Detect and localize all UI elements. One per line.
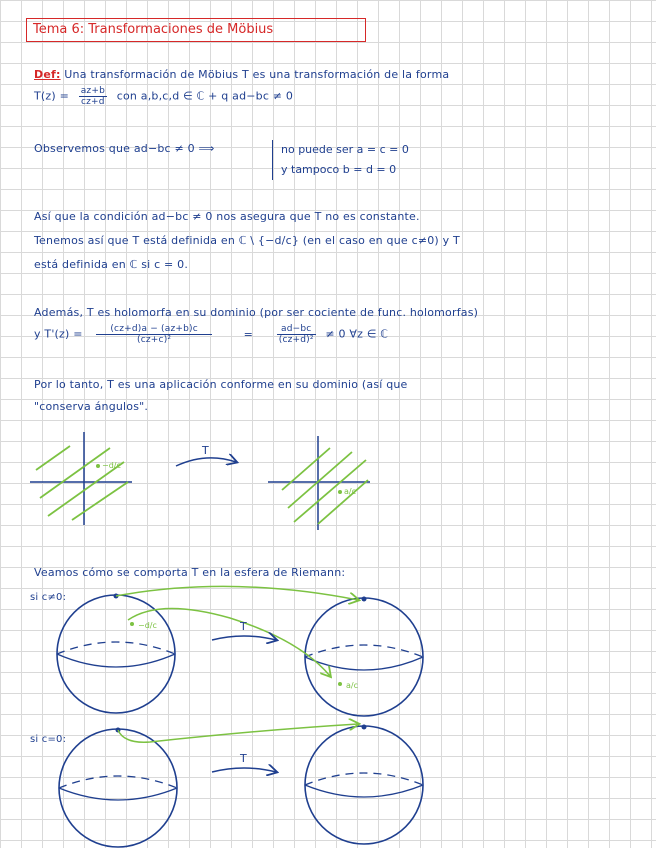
riemann-heading: Veamos cómo se comporta T en la esfera de Riemann: <box>34 566 346 579</box>
sphere-2-right-north-pole <box>362 725 367 730</box>
derivative-numerator-2: ad−bc <box>277 324 316 335</box>
definition-label: Def: <box>34 68 61 81</box>
observe-lead: Observemos que ad−bc ≠ 0 ⟹ <box>34 142 215 155</box>
sphere-2-left-outline <box>59 729 177 847</box>
plane-right-point <box>338 490 342 494</box>
formula-left: T(z) = <box>34 89 69 103</box>
derivative-lead: y T'(z) = <box>34 327 83 341</box>
transform-arrow-2 <box>212 636 276 640</box>
derivative-equals: = <box>243 327 254 341</box>
transform-arrow-1-label: T <box>202 444 209 457</box>
plane-left-point <box>96 464 100 468</box>
case1-left-point-label: −d/c <box>138 621 157 630</box>
case1-left-point <box>130 622 134 626</box>
derivative-denominator-1: (cz+c)² <box>137 335 172 345</box>
mapping-pole-case2 <box>118 724 358 742</box>
sphere-1-right <box>305 597 423 717</box>
mapping-pole-case1 <box>116 586 358 600</box>
sphere-1-right-north-pole <box>362 597 367 602</box>
paragraph1-line3: está definida en ℂ si c = 0. <box>34 258 189 271</box>
case1-label: si c≠0: <box>30 592 67 603</box>
sphere-2-right <box>305 725 423 845</box>
sphere-2-right-equator-front <box>305 785 423 797</box>
observe-case-2: y tampoco b = d = 0 <box>281 163 397 176</box>
sphere-1-left-equator-back <box>57 642 175 654</box>
plane-left-point-label: −d/c <box>102 461 121 470</box>
sphere-2-left-equator-front <box>59 788 177 800</box>
case2-label: si c=0: <box>30 734 67 745</box>
case1-right-point <box>338 682 342 686</box>
transform-arrow-3-label: T <box>240 752 247 765</box>
formula-denominator: cz+d <box>80 97 105 107</box>
plane-left <box>30 432 132 525</box>
sphere-2-left <box>59 728 177 848</box>
definition-text: Una transformación de Möbius T es una transformación de la forma <box>64 68 450 81</box>
derivative-tail: ≠ 0 ∀z ∈ ℂ <box>325 327 389 341</box>
sphere-1-right-outline <box>305 598 423 716</box>
plane-right-hatching <box>282 448 368 524</box>
transform-arrow-2-label: T <box>240 620 247 633</box>
case1-right-point-label: a/c <box>346 681 358 690</box>
paragraph1-line2: Tenemos así que T está definida en ℂ \ {−d/c} (en el caso en que c≠0) y T <box>34 234 460 247</box>
holomorphic-line1: Además, T es holomorfa en su dominio (por ser cociente de func. holomorfas) <box>34 306 479 319</box>
observe-case-1: no puede ser a = c = 0 <box>281 143 409 156</box>
mapping-point-case1 <box>128 608 330 676</box>
sphere-1-left-equator-front <box>57 654 175 667</box>
transform-arrow-3 <box>212 768 276 772</box>
sphere-1-right-equator-back <box>305 645 423 657</box>
sphere-1-left <box>57 594 175 714</box>
derivative-numerator-1: (cz+d)a − (az+b)c <box>96 324 212 335</box>
sphere-2-right-outline <box>305 726 423 844</box>
sphere-2-right-equator-back <box>305 773 423 785</box>
plane-left-hatching <box>36 446 128 520</box>
conformal-line2: "conserva ángulos". <box>34 400 149 413</box>
transform-arrow-1 <box>176 458 236 466</box>
sphere-2-left-equator-back <box>59 776 177 788</box>
derivative-denominator-2: (cz+d)² <box>278 335 314 345</box>
formula-condition: con a,b,c,d ∈ ℂ + q ad−bc ≠ 0 <box>116 89 294 103</box>
sphere-1-left-outline <box>57 595 175 713</box>
plane-right <box>268 436 370 530</box>
formula-numerator: az+b <box>80 86 105 96</box>
paragraph1-line1: Así que la condición ad−bc ≠ 0 nos asegura que T no es constante. <box>34 210 420 223</box>
conformal-line1: Por lo tanto, T es una aplicación conforme en su dominio (así que <box>34 378 408 391</box>
plane-right-point-label: a/c <box>344 487 356 496</box>
page-title: Tema 6: Transformaciones de Möbius <box>26 18 366 42</box>
